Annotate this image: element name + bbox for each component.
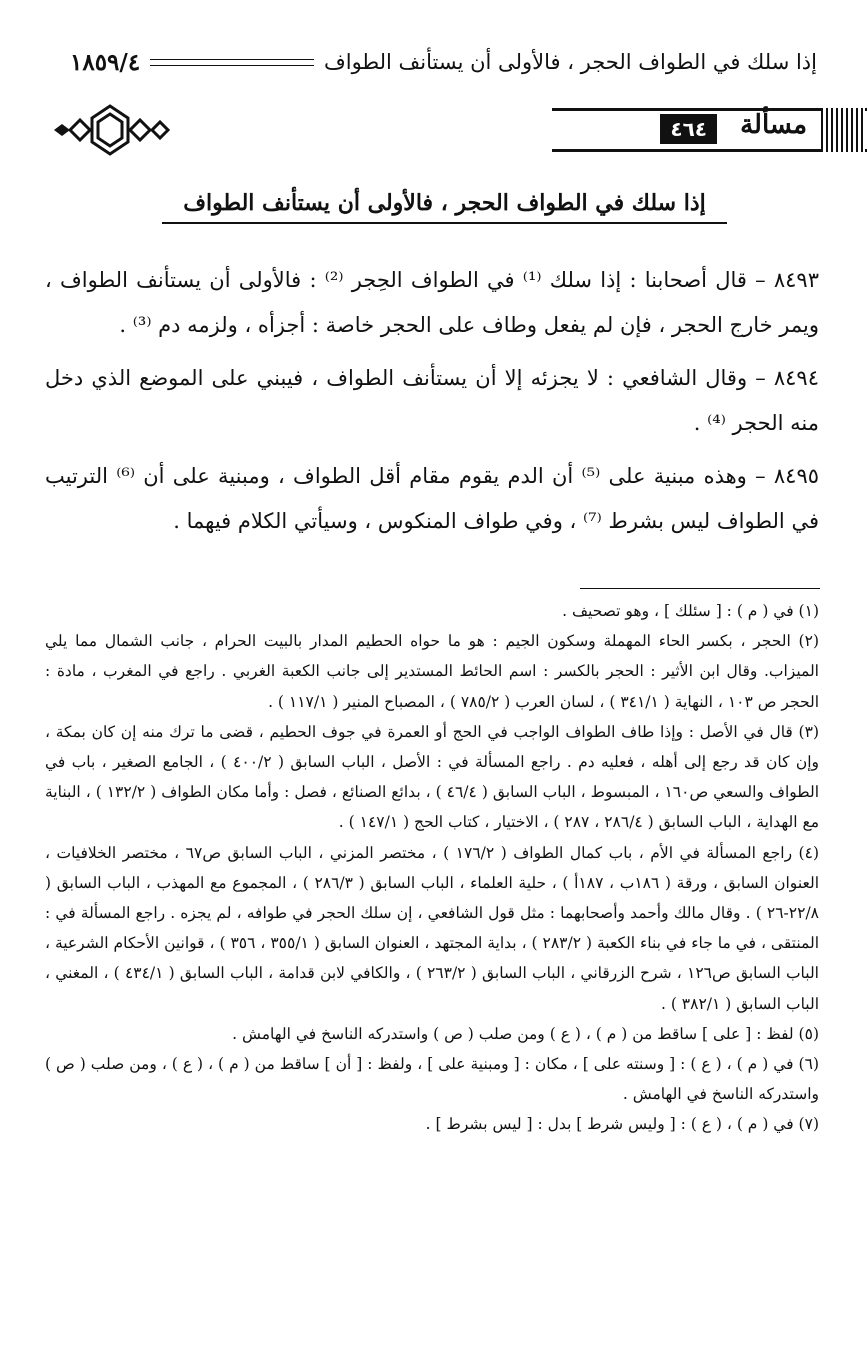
footnote: (١) في ( م ) : [ سئلك ] ، وهو تصحيف .: [562, 602, 819, 620]
footnote-separator: [580, 588, 820, 589]
running-header: [70, 42, 817, 82]
masala-number: ٤٦٤: [660, 114, 717, 144]
paragraph-number: ٨٤٩٥: [773, 464, 820, 488]
arabesque-ornament-icon: [50, 100, 170, 160]
header-rule: [150, 59, 314, 66]
paragraph-text: – وهذه مبنية على ⁽⁵⁾ أن الدم يقوم مقام أقل الطواف ، ومبنية على أن ⁽⁶⁾ الترتيب في الطواف ليس بشرط ⁽⁷⁾ ، وفي طواف المنكوس ، وسيأتي الكلام فيهما .: [45, 464, 819, 533]
hatch-ornament-icon: [821, 108, 865, 152]
issue-heading: إذا سلك في الطواف الحجر ، فالأولى أن يستأنف الطواف: [162, 190, 727, 224]
footnote: (٢) الحجر ، بكسر الحاء المهملة وسكون الجيم : هو ما حواه الحطيم المدار بالبيت الحرام ، جانب الشمال مما يلي الميزاب. وقال ابن الأثير : الحجر بالكسر : اسم الحائط المستدير إلى جانب الكعبة الغربي . راجع في المغرب ، مادة : الحجر ص ١٠٣ ، النهاية ( ٣٤١/١ ) ، لسان العرب ( ٧٨٥/٢ ) ، المصباح المنير ( ١١٧/١ ) .: [45, 632, 819, 711]
footnote: (٤) راجع المسألة في الأم ، باب كمال الطواف ( ١٧٦/٢ ) ، مختصر المزني ، الباب السابق ص٦٧ ، مختصر الخلافيات ، العنوان السابق ، ورقة ( ١٨٦ب ، ١٨٧أ ) ، حلية العلماء ، الباب السابق ( ٢٨٦/٣ ) ، المجموع مع المهذب ، الباب السابق ( ٢٢/٨-٢٦ ) . وقال مالك وأحمد وأصحابهما : مثل قول الشافعي ، إن سلك الحجر في طوافه ، لم يجزه . راجع المسألة في : المنتقى ، في ما جاء في بناء الكعبة ( ٢٨٣/٢ ) ، بداية المجتهد ، العنوان السابق ( ٣٥٥/١ ، ٣٥٦ ) ، قوانين الأحكام الشرعية ، الباب السابق ص١٢٦ ، شرح الزرقاني ، الباب السابق ( ٢٦٣/٢ ) ، والكافي لابن قدامة ، الباب السابق ( ٤٣٤/١ ) ، المغني ، الباب السابق ( ٣٨٢/١ ) .: [45, 843, 820, 1013]
paragraph-text: – وقال الشافعي : لا يجزئه إلا أن يستأنف الطواف ، فيبني على الموضع الذي دخل منه الحجر ⁽⁴⁾ .: [45, 366, 819, 435]
masala-label: مسألة: [740, 110, 807, 140]
footnote: (٧) في ( م ) ، ( ع ) : [ وليس شرط ] بدل : [ ليس بشرط ] .: [425, 1115, 819, 1134]
footnote: (٥) لفظ : [ على ] ساقط من ( م ) ، ( ع ) ومن صلب ( ص ) واستدركه الناسخ في الهامش .: [232, 1024, 819, 1043]
main-text: [45, 258, 819, 552]
footnotes: [45, 596, 819, 1140]
paragraph-text: – قال أصحابنا : إذا سلك ⁽¹⁾ في الطواف الحِجر ⁽²⁾ : فالأولى أن يستأنف الطواف ، ويمر خارج الحجر ، فإن لم يفعل وطاف على الحجر خاصة : أجزأه ، ولزمه دم ⁽³⁾ .: [45, 268, 819, 337]
masala-banner: [50, 100, 867, 160]
paragraph: [45, 258, 819, 348]
running-header-title: إذا سلك في الطواف الحجر ، فالأولى أن يستأنف الطواف: [323, 50, 817, 74]
footnote: (٣) قال في الأصل : وإذا طاف الطواف الواجب في الحج أو العمرة في جوف الحطيم ، قضى ما ترك منه إن كان بمكة ، وإن كان قد رجع إلى أهله ، فعليه دم . راجع المسألة في : الأصل ، الباب السابق ( ٤٠٠/٢ ) ، الجامع الصغير ، باب في الطواف والسعي ص١٦٠ ، المبسوط ، الباب السابق ( ٤٦/٤ ) ، بدائع الصنائع ، فصل : وأما مكان الطواف ( ١٣٢/٢ ) ، البناية مع الهداية ، الباب السابق ( ٢٨٦/٤ ، ٢٨٧ ) ، الاختيار ، كتاب الحج ( ١٤٧/١ ) .: [45, 722, 820, 832]
paragraph-number: ٨٤٩٤: [773, 366, 819, 390]
paragraph: [45, 454, 819, 544]
paragraph-number: ٨٤٩٣: [773, 268, 819, 292]
page-reference: ١٨٥٩/٤: [70, 48, 141, 76]
paragraph: [45, 356, 819, 446]
footnote: (٦) في ( م ) ، ( ع ) : [ وسنته على ] ، مكان : [ ومبنية على ] ، ولفظ : [ أن ] ساقط من ( م ) ، ( ع ) ، ومن صلب ( ص ) واستدركه الناسخ في الهامش .: [45, 1055, 819, 1104]
